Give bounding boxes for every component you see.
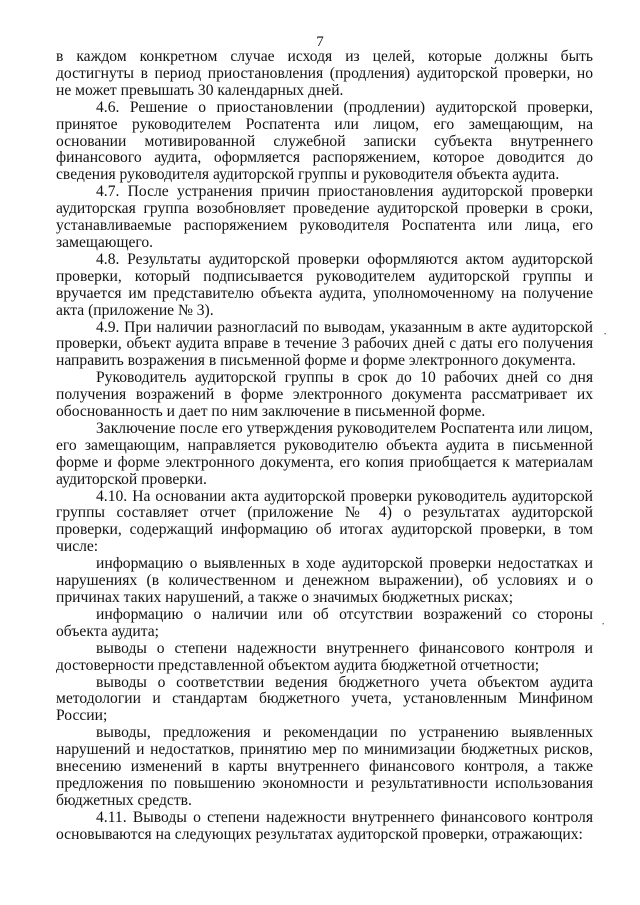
paragraph-4-9-review: Руководитель аудиторской группы в срок до 10 рабочих дней со дня получения возражений в форме электронного документа рассматривает их обоснованность и дает по ним заключение в письменной форме. [56, 369, 593, 421]
list-item-violations-info: информацию о выявленных в ходе аудиторской проверки недостатках и нарушениях (в количественном и денежном выражении), об условиях и о причинах таких нарушений, а также о значимых бюджетных рисках; [56, 555, 593, 606]
list-item-objections-info: информацию о наличии или об отсутствии возражений со стороны объекта аудита; [56, 605, 593, 640]
paragraph-continuation: в каждом конкретном случае исходя из целей, которые должны быть достигнуты в период приостановления (продления) аудиторской проверки, но не может превышать 30 календарных дней. [56, 48, 593, 99]
paragraph-4-11: 4.11. Выводы о степени надежности внутреннего финансового контроля основываются на следующих результатах аудиторской проверки, отражающих: [56, 808, 593, 843]
paragraph-4-8: 4.8. Результаты аудиторской проверки оформляются актом аудиторской проверки, который подписывается руководителем аудиторской группы и вручается им представителю объекта аудита, уполномоченному на получение акта (приложение № 3). [56, 250, 593, 319]
document-body [56, 49, 593, 844]
list-item-accounting-compliance: выводы о соответствии ведения бюджетного учета объектом аудита методологии и стандартам бюджетного учета, установленным Минфином России; [56, 673, 593, 725]
list-item-control-reliability: выводы о степени надежности внутреннего финансового контроля и достоверности представленной объектом аудита бюджетной отчетности; [56, 639, 593, 674]
scan-speck-mark: · [603, 326, 608, 341]
paragraph-4-7: 4.7. После устранения причин приостановления аудиторской проверки аудиторская группа возобновляет проведение аудиторской проверки в сроки, устанавливаемые распоряжением руководителя Роспатента или лица, его замещающего. [56, 183, 593, 251]
paragraph-4-6: 4.6. Решение о приостановлении (продлении) аудиторской проверки, принятое руководителем Роспатента или лицом, его замещающим, на основании мотивированной служебной записки субъекта внутреннего финансового аудита, оформляется распоряжением, которое доводится до сведения руководителя аудиторской группы и руководителя объекта аудита. [56, 98, 593, 184]
paragraph-4-10: 4.10. На основании акта аудиторской проверки руководитель аудиторской группы составляет отчет (приложение № 4) о результатах аудиторской проверки, содержащий информацию об итогах аудиторской проверки, в том числе: [56, 487, 593, 556]
scan-speck-mark: · [601, 616, 606, 631]
list-item-recommendations: выводы, предложения и рекомендации по устранению выявленных нарушений и недостатков, принятию мер по минимизации бюджетных рисков, внесению изменений в карты внутреннего финансового контроля, а также предложения по повышению экономности и результативности использования бюджетных средств. [56, 724, 593, 809]
paragraph-4-9-conclusion: Заключение после его утверждения руководителем Роспатента или лицом, его замещающим, направляется руководителю объекта аудита в письменной форме и форме электронного документа, его копия приобщается к материалам аудиторской проверки. [56, 419, 593, 488]
page-number: 7 [316, 34, 324, 50]
paragraph-4-9: 4.9. При наличии разногласий по выводам, указанным в акте аудиторской проверки, объект аудита вправе в течение 3 рабочих дней с даты его получения направить возражения в письменной форме и форме электронного документа. [56, 318, 593, 370]
